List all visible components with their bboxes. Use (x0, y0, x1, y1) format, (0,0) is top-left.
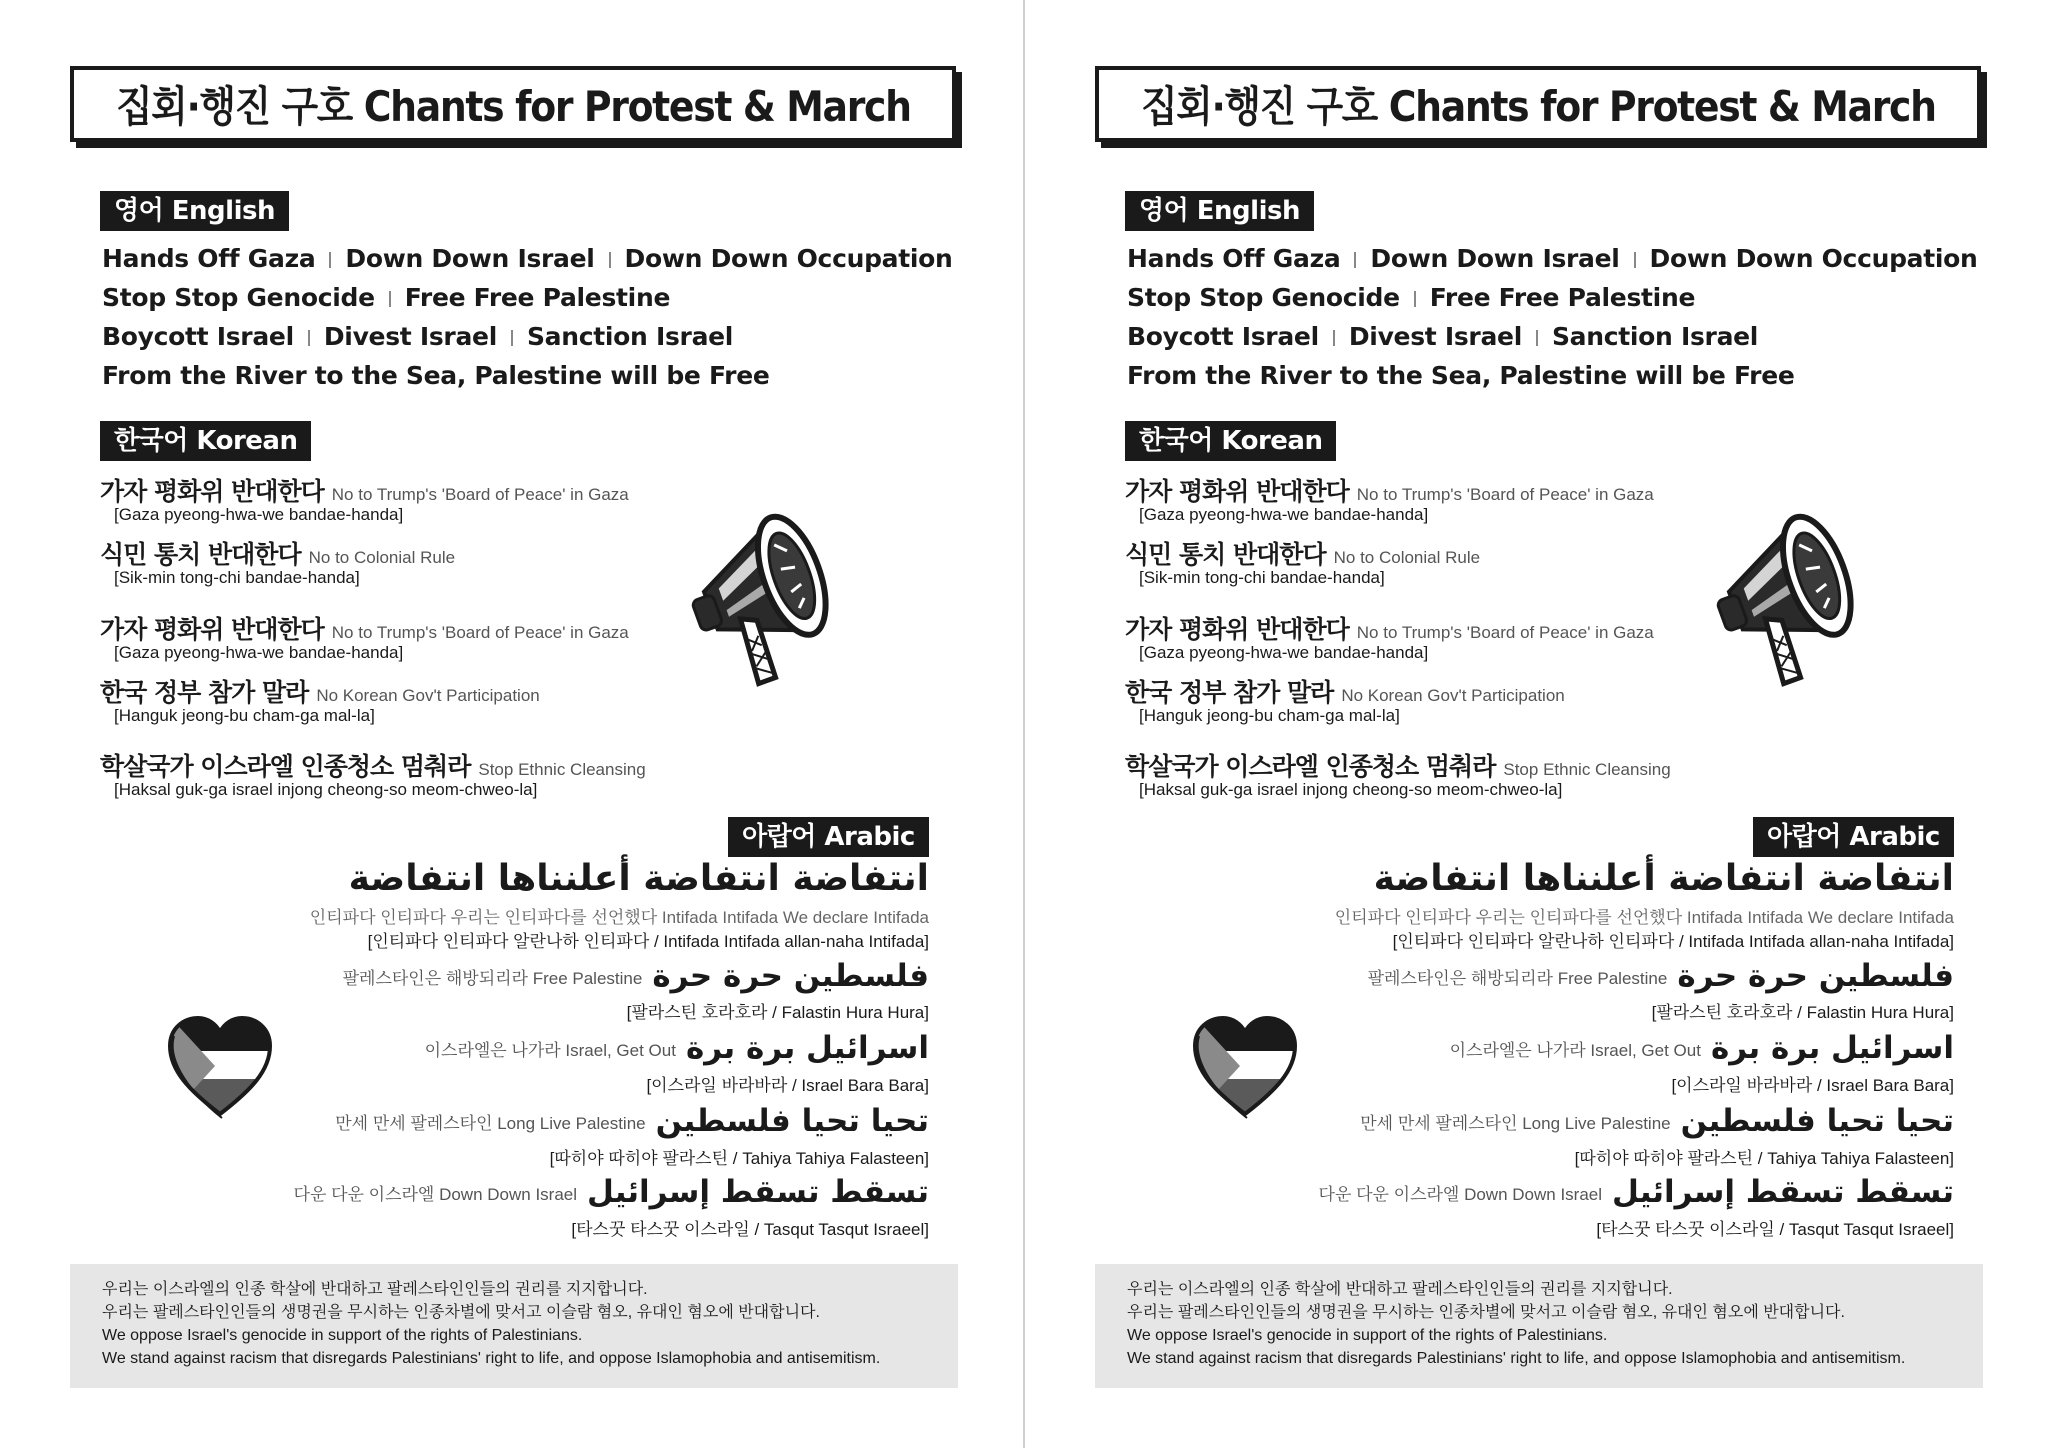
translation-text: Stop Ethnic Cleansing (478, 760, 646, 779)
english-line (102, 283, 670, 312)
korean-text: 학살국가 이스라엘 인종청소 멈춰라 (1125, 752, 1496, 781)
english-section-tag: 영어 English (1125, 191, 1314, 231)
translation-text: 팔레스타인은 해방되리라 Free Palestine (1367, 968, 1668, 988)
chant-text: Divest Israel (1348, 322, 1522, 351)
romanization: [따히야 따히야 팔라스틴 / Tahiya Tahiya Falasteen] (549, 1149, 929, 1168)
chant-text: Down Down Israel (345, 244, 595, 273)
korean-text: 식민 통치 반대한다 (1125, 540, 1326, 569)
korean-text: 가자 평화위 반대한다 (100, 477, 324, 506)
romanization: [타스꿋 타스꿋 이스라일 / Tasqut Tasqut Israeel] (571, 1220, 929, 1239)
romanization: [Gaza pyeong-hwa-we bandae-handa] (1139, 505, 1429, 524)
translation-text: No to Trump's 'Board of Peace' in Gaza (331, 623, 629, 642)
arabic-chant (294, 1174, 929, 1210)
megaphone-icon (1705, 486, 1905, 706)
footer-line: We oppose Israel's genocide in support of the rights of Palestinians. (102, 1327, 583, 1344)
english-line (102, 322, 733, 351)
flyer-page-left (0, 0, 1023, 1448)
separator (1414, 291, 1416, 307)
footer-statement (1095, 1264, 1983, 1388)
translation-text: No to Colonial Rule (308, 548, 456, 567)
arabic-text: فلسطين حرة حرة (1677, 958, 1954, 994)
arabic-text: اسرائيل برة برة (685, 1030, 929, 1066)
page-title: 집회·행진 구호 Chants for Protest & March (1140, 82, 1936, 131)
korean-text: 가자 평화위 반대한다 (1125, 615, 1349, 644)
title-box (1095, 66, 1981, 142)
translation-text: 이스라엘은 나가라 Israel, Get Out (1449, 1040, 1701, 1060)
chant-text: Sanction Israel (526, 322, 734, 351)
arabic-intro-romanization: [인티파다 인티파다 알란나하 인티파다 / Intifada Intifada allan-naha Intifada] (367, 932, 929, 951)
chant-text: Free Free Palestine (404, 283, 671, 312)
chant-text: Boycott Israel (1127, 322, 1319, 351)
separator (1634, 252, 1636, 268)
footer-line: 우리는 이스라엘의 인종 학살에 반대하고 팔레스타인인들의 권리를 지지합니다. (1127, 1281, 1673, 1298)
translation-text: 만세 만세 팔레스타인 Long Live Palestine (335, 1113, 646, 1133)
korean-section-tag: 한국어 Korean (100, 421, 311, 461)
separator (1536, 330, 1538, 346)
chant-text: Boycott Israel (102, 322, 294, 351)
separator (609, 252, 611, 268)
separator (389, 291, 391, 307)
korean-text: 가자 평화위 반대한다 (100, 615, 324, 644)
arabic-text: اسرائيل برة برة (1710, 1030, 1954, 1066)
korean-chant (1125, 472, 1654, 508)
chant-text: Stop Stop Genocide (102, 283, 375, 312)
arabic-intro-chant: انتفاضة انتفاضة أعلنناها انتفاضة (1373, 858, 1954, 899)
korean-text: 한국 정부 참가 말라 (100, 678, 309, 707)
chant-text: Down Down Occupation (1649, 244, 1978, 273)
chant-text: Hands Off Gaza (1127, 244, 1341, 273)
romanization: [Hanguk jeong-bu cham-ga mal-la] (114, 706, 375, 725)
korean-chant (1125, 747, 1671, 783)
translation-text: 만세 만세 팔레스타인 Long Live Palestine (1360, 1113, 1671, 1133)
chant-text: Divest Israel (323, 322, 497, 351)
english-section-tag: 영어 English (100, 191, 289, 231)
chant-text: Stop Stop Genocide (1127, 283, 1400, 312)
chant-text: From the River to the Sea, Palestine will be Free (102, 361, 770, 390)
translation-text: No to Colonial Rule (1333, 548, 1481, 567)
romanization: [이스라일 바라바라 / Israel Bara Bara] (1671, 1076, 1954, 1095)
arabic-chant (335, 1103, 929, 1139)
romanization: [Sik-min tong-chi bandae-handa] (1139, 568, 1385, 587)
romanization: [이스라일 바라바라 / Israel Bara Bara] (646, 1076, 929, 1095)
translation-text: Stop Ethnic Cleansing (1503, 760, 1671, 779)
footer-line: 우리는 팔레스타인인들의 생명권을 무시하는 인종차별에 맞서고 이슬람 혐오, 유대인 혐오에 반대합니다. (102, 1304, 820, 1321)
english-line (1127, 283, 1695, 312)
korean-text: 한국 정부 참가 말라 (1125, 678, 1334, 707)
arabic-chant (1360, 1103, 1954, 1139)
romanization: [Haksal guk-ga israel injong cheong-so meom-chweo-la] (114, 780, 538, 799)
chant-text: From the River to the Sea, Palestine will be Free (1127, 361, 1795, 390)
separator (308, 330, 310, 346)
footer-line: We stand against racism that disregards Palestinians' right to life, and oppose Islamophobia and antisemitism. (1127, 1350, 1906, 1367)
translation-text: 다운 다운 이스라엘 Down Down Israel (293, 1184, 578, 1204)
korean-chant (100, 673, 540, 709)
translation-text: No to Trump's 'Board of Peace' in Gaza (331, 485, 629, 504)
arabic-text: تسقط تسقط إسرائيل (1612, 1174, 1954, 1210)
chant-text: Hands Off Gaza (102, 244, 316, 273)
arabic-section-tag: 아랍어 Arabic (728, 817, 929, 857)
korean-chant (100, 747, 646, 783)
romanization: [Gaza pyeong-hwa-we bandae-handa] (1139, 643, 1429, 662)
romanization: [팔라스틴 호라호라 / Falastin Hura Hura] (626, 1003, 929, 1022)
romanization: [타스꿋 타스꿋 이스라일 / Tasqut Tasqut Israeel] (1596, 1220, 1954, 1239)
arabic-chant (1368, 958, 1954, 994)
korean-text: 학살국가 이스라엘 인종청소 멈춰라 (100, 752, 471, 781)
korean-chant (1125, 535, 1480, 571)
translation-text: No to Trump's 'Board of Peace' in Gaza (1356, 623, 1654, 642)
footer-line: 우리는 이스라엘의 인종 학살에 반대하고 팔레스타인인들의 권리를 지지합니다. (102, 1281, 648, 1298)
romanization: [Haksal guk-ga israel injong cheong-so meom-chweo-la] (1139, 780, 1563, 799)
korean-section-tag: 한국어 Korean (1125, 421, 1336, 461)
arabic-text: فلسطين حرة حرة (652, 958, 929, 994)
arabic-chant (343, 958, 929, 994)
arabic-chant (1450, 1030, 1954, 1066)
english-line (102, 244, 953, 273)
footer-statement (70, 1264, 958, 1388)
translation-text: No Korean Gov't Participation (316, 686, 540, 705)
korean-chant (100, 535, 455, 571)
korean-chant (1125, 673, 1565, 709)
arabic-chant (425, 1030, 929, 1066)
arabic-intro-translation: 인티파다 인티파다 우리는 인티파다를 선언했다 Intifada Intifada We declare Intifada (1334, 908, 1954, 927)
korean-chant (100, 610, 629, 646)
translation-text: No Korean Gov't Participation (1341, 686, 1565, 705)
footer-line: We oppose Israel's genocide in support of the rights of Palestinians. (1127, 1327, 1608, 1344)
separator (511, 330, 513, 346)
romanization: [팔라스틴 호라호라 / Falastin Hura Hura] (1651, 1003, 1954, 1022)
chant-text: Down Down Occupation (624, 244, 953, 273)
arabic-intro-chant: انتفاضة انتفاضة أعلنناها انتفاضة (348, 858, 929, 899)
translation-text: 이스라엘은 나가라 Israel, Get Out (424, 1040, 676, 1060)
english-line (1127, 244, 1978, 273)
palestine-heart-icon (160, 1006, 280, 1126)
romanization: [Gaza pyeong-hwa-we bandae-handa] (114, 643, 404, 662)
english-line (1127, 322, 1758, 351)
romanization: [Hanguk jeong-bu cham-ga mal-la] (1139, 706, 1400, 725)
separator (1354, 252, 1356, 268)
arabic-intro-romanization: [인티파다 인티파다 알란나하 인티파다 / Intifada Intifada allan-naha Intifada] (1392, 932, 1954, 951)
arabic-text: تحيا تحيا فلسطين (1680, 1103, 1954, 1139)
flyer-page-right (1025, 0, 2048, 1448)
korean-text: 식민 통치 반대한다 (100, 540, 301, 569)
arabic-text: تحيا تحيا فلسطين (655, 1103, 929, 1139)
chant-text: Free Free Palestine (1429, 283, 1696, 312)
korean-chant (100, 472, 629, 508)
palestine-heart-icon (1185, 1006, 1305, 1126)
translation-text: 팔레스타인은 해방되리라 Free Palestine (342, 968, 643, 988)
chant-text: Sanction Israel (1551, 322, 1759, 351)
english-line (1127, 361, 1795, 390)
separator (1333, 330, 1335, 346)
arabic-section-tag: 아랍어 Arabic (1753, 817, 1954, 857)
footer-line: 우리는 팔레스타인인들의 생명권을 무시하는 인종차별에 맞서고 이슬람 혐오, 유대인 혐오에 반대합니다. (1127, 1304, 1845, 1321)
chant-text: Down Down Israel (1370, 244, 1620, 273)
page-title: 집회·행진 구호 Chants for Protest & March (115, 82, 911, 131)
translation-text: 다운 다운 이스라엘 Down Down Israel (1318, 1184, 1603, 1204)
korean-text: 가자 평화위 반대한다 (1125, 477, 1349, 506)
romanization: [따히야 따히야 팔라스틴 / Tahiya Tahiya Falasteen] (1574, 1149, 1954, 1168)
translation-text: No to Trump's 'Board of Peace' in Gaza (1356, 485, 1654, 504)
arabic-chant (1319, 1174, 1954, 1210)
arabic-intro-translation: 인티파다 인티파다 우리는 인티파다를 선언했다 Intifada Intifada We declare Intifada (309, 908, 929, 927)
title-box (70, 66, 956, 142)
footer-line: We stand against racism that disregards Palestinians' right to life, and oppose Islamophobia and antisemitism. (102, 1350, 881, 1367)
romanization: [Gaza pyeong-hwa-we bandae-handa] (114, 505, 404, 524)
separator (329, 252, 331, 268)
arabic-text: تسقط تسقط إسرائيل (587, 1174, 929, 1210)
romanization: [Sik-min tong-chi bandae-handa] (114, 568, 360, 587)
megaphone-icon (680, 486, 880, 706)
korean-chant (1125, 610, 1654, 646)
english-line (102, 361, 770, 390)
